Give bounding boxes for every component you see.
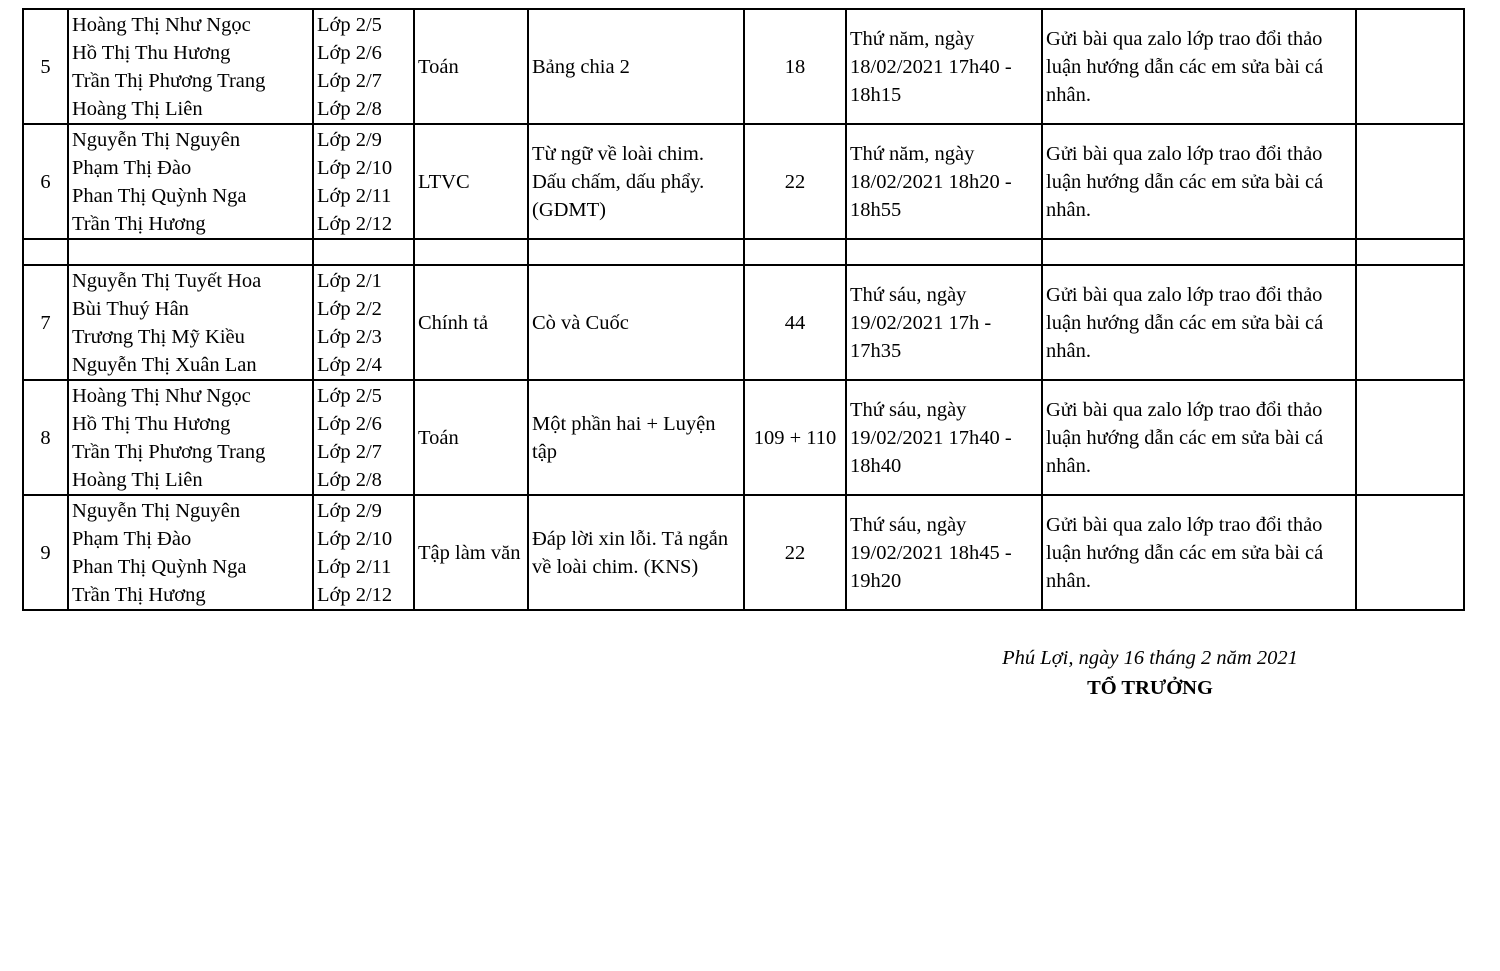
class-name: Lớp 2/8 — [317, 97, 382, 120]
class-list — [313, 124, 414, 239]
row-number: 6 — [23, 124, 68, 239]
class-list — [313, 495, 414, 610]
class-list — [313, 380, 414, 495]
class-name: Lớp 2/10 — [317, 156, 393, 179]
class-name: Lớp 2/7 — [317, 69, 382, 92]
lesson-cell: Từ ngữ về loài chim. Dấu chấm, dấu phẩy. (GDMT) — [528, 124, 744, 239]
teacher-name: Trần Thị Hương — [72, 583, 206, 606]
teacher-name: Hoàng Thị Liên — [72, 468, 203, 491]
empty-cell — [313, 239, 414, 265]
teacher-name: Bùi Thuý Hân — [72, 297, 189, 320]
class-name: Lớp 2/1 — [317, 269, 382, 292]
teacher-name: Hoàng Thị Liên — [72, 97, 203, 120]
class-name: Lớp 2/10 — [317, 527, 393, 550]
class-name: Lớp 2/12 — [317, 212, 393, 235]
lesson-cell: Một phần hai + Luyện tập — [528, 380, 744, 495]
class-name: Lớp 2/11 — [317, 184, 392, 207]
class-name: Lớp 2/12 — [317, 583, 393, 606]
class-name: Lớp 2/9 — [317, 128, 382, 151]
table-row — [23, 124, 1464, 239]
teacher-name: Hồ Thị Thu Hương — [72, 412, 231, 435]
class-name: Lớp 2/9 — [317, 499, 382, 522]
empty-cell — [1356, 239, 1464, 265]
method-cell: Gửi bài qua zalo lớp trao đổi thảo luận hướng dẫn các em sửa bài cá nhân. — [1042, 495, 1356, 610]
subject-cell: Chính tả — [414, 265, 528, 380]
note-cell — [1356, 380, 1464, 495]
class-name: Lớp 2/11 — [317, 555, 392, 578]
subject-cell: LTVC — [414, 124, 528, 239]
note-cell — [1356, 265, 1464, 380]
class-name: Lớp 2/3 — [317, 325, 382, 348]
class-name: Lớp 2/4 — [317, 353, 382, 376]
note-cell — [1356, 495, 1464, 610]
teacher-name: Trần Thị Phương Trang — [72, 440, 266, 463]
note-cell — [1356, 124, 1464, 239]
lesson-cell: Cò và Cuốc — [528, 265, 744, 380]
table-row — [23, 265, 1464, 380]
method-cell: Gửi bài qua zalo lớp trao đổi thảo luận hướng dẫn các em sửa bài cá nhân. — [1042, 124, 1356, 239]
empty-cell — [1042, 239, 1356, 265]
class-name: Lớp 2/5 — [317, 13, 382, 36]
signature-place-date: Phú Lợi, ngày 16 tháng 2 năm 2021 — [1002, 647, 1298, 669]
teacher-name: Nguyễn Thị Xuân Lan — [72, 353, 257, 376]
method-cell: Gửi bài qua zalo lớp trao đổi thảo luận hướng dẫn các em sửa bài cá nhân. — [1042, 380, 1356, 495]
class-name: Lớp 2/8 — [317, 468, 382, 491]
row-number: 7 — [23, 265, 68, 380]
teacher-name: Nguyễn Thị Tuyết Hoa — [72, 269, 262, 292]
class-list — [313, 9, 414, 124]
empty-cell — [414, 239, 528, 265]
empty-row — [23, 239, 1464, 265]
time-cell: Thứ năm, ngày 18/02/2021 17h40 - 18h15 — [846, 9, 1042, 124]
teacher-name: Hồ Thị Thu Hương — [72, 41, 231, 64]
teacher-name: Trương Thị Mỹ Kiều — [72, 325, 245, 348]
teacher-name: Trần Thị Phương Trang — [72, 69, 266, 92]
empty-cell — [528, 239, 744, 265]
teacher-list — [68, 380, 313, 495]
table-row — [23, 380, 1464, 495]
teacher-name: Hoàng Thị Như Ngọc — [72, 13, 251, 36]
class-name: Lớp 2/5 — [317, 384, 382, 407]
signature-title: TỔ TRƯỞNG — [1087, 677, 1213, 699]
empty-cell — [23, 239, 68, 265]
row-number: 9 — [23, 495, 68, 610]
note-cell — [1356, 9, 1464, 124]
time-cell: Thứ sáu, ngày 19/02/2021 17h40 - 18h40 — [846, 380, 1042, 495]
teacher-list — [68, 124, 313, 239]
empty-cell — [846, 239, 1042, 265]
teacher-name: Phan Thị Quỳnh Nga — [72, 184, 247, 207]
period-cell: 44 — [744, 265, 846, 380]
period-cell: 109 + 110 — [744, 380, 846, 495]
teacher-name: Phạm Thị Đào — [72, 156, 192, 179]
row-number: 5 — [23, 9, 68, 124]
period-cell: 18 — [744, 9, 846, 124]
teacher-name: Nguyễn Thị Nguyên — [72, 499, 241, 522]
teacher-name: Trần Thị Hương — [72, 212, 206, 235]
empty-cell — [68, 239, 313, 265]
row-number: 8 — [23, 380, 68, 495]
method-cell: Gửi bài qua zalo lớp trao đổi thảo luận hướng dẫn các em sửa bài cá nhân. — [1042, 265, 1356, 380]
teacher-name: Phan Thị Quỳnh Nga — [72, 555, 247, 578]
teacher-list — [68, 9, 313, 124]
class-name: Lớp 2/6 — [317, 412, 382, 435]
class-name: Lớp 2/2 — [317, 297, 382, 320]
teacher-name: Phạm Thị Đào — [72, 527, 192, 550]
teacher-name: Nguyễn Thị Nguyên — [72, 128, 241, 151]
lesson-cell: Đáp lời xin lỗi. Tả ngắn về loài chim. (KNS) — [528, 495, 744, 610]
class-name: Lớp 2/7 — [317, 440, 382, 463]
schedule-table — [22, 8, 1465, 611]
class-name: Lớp 2/6 — [317, 41, 382, 64]
subject-cell: Toán — [414, 380, 528, 495]
empty-cell — [744, 239, 846, 265]
teacher-list — [68, 495, 313, 610]
period-cell: 22 — [744, 495, 846, 610]
time-cell: Thứ sáu, ngày 19/02/2021 17h - 17h35 — [846, 265, 1042, 380]
table-row — [23, 495, 1464, 610]
subject-cell: Tập làm văn — [414, 495, 528, 610]
teacher-list — [68, 265, 313, 380]
class-list — [313, 265, 414, 380]
subject-cell: Toán — [414, 9, 528, 124]
teacher-name: Hoàng Thị Như Ngọc — [72, 384, 251, 407]
time-cell: Thứ sáu, ngày 19/02/2021 18h45 - 19h20 — [846, 495, 1042, 610]
method-cell: Gửi bài qua zalo lớp trao đổi thảo luận hướng dẫn các em sửa bài cá nhân. — [1042, 9, 1356, 124]
period-cell: 22 — [744, 124, 846, 239]
lesson-cell: Bảng chia 2 — [528, 9, 744, 124]
time-cell: Thứ năm, ngày 18/02/2021 18h20 - 18h55 — [846, 124, 1042, 239]
table-row — [23, 9, 1464, 124]
